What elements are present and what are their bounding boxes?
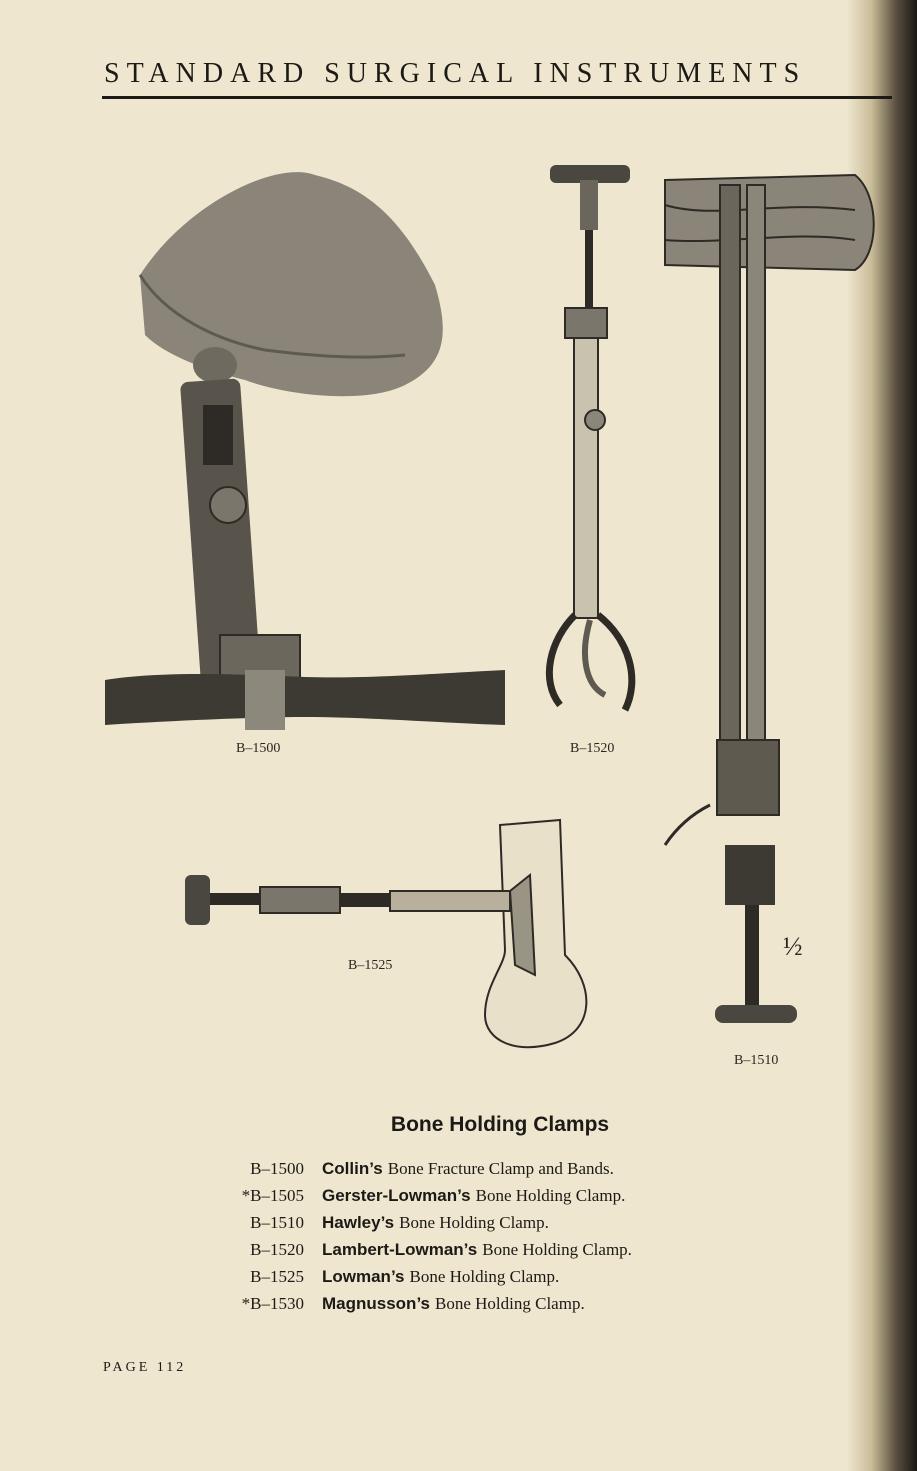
item-name: Hawley’s xyxy=(322,1213,395,1232)
item-desc: Bone Holding Clamp. xyxy=(399,1213,549,1232)
figure-label-b1500: B–1500 xyxy=(236,741,281,756)
item-code: *B–1530 xyxy=(241,1294,304,1313)
item-code: B–1520 xyxy=(250,1240,304,1259)
item-code: B–1525 xyxy=(250,1267,304,1286)
item-desc: Bone Holding Clamp. xyxy=(482,1240,632,1259)
section-title: Bone Holding Clamps xyxy=(390,1113,610,1136)
list-item xyxy=(200,1263,820,1290)
b1525-clamp-illustration xyxy=(175,815,595,1060)
list-item xyxy=(200,1290,820,1317)
b1520-clamp-illustration xyxy=(530,160,660,740)
item-desc: Bone Holding Clamp. xyxy=(475,1186,626,1205)
item-code: B–1500 xyxy=(250,1159,304,1178)
item-desc: Bone Fracture Clamp and Bands. xyxy=(387,1159,614,1178)
list-item xyxy=(200,1209,820,1236)
item-name: Magnusson’s xyxy=(322,1294,430,1313)
figure-label-b1510: B–1510 xyxy=(734,1053,779,1068)
item-name: Gerster-Lowman’s xyxy=(322,1186,471,1205)
item-name: Lambert-Lowman’s xyxy=(322,1240,478,1259)
figure-label-b1520: B–1520 xyxy=(570,741,615,756)
figure-label-b1525: B–1525 xyxy=(348,958,393,973)
item-code: *B–1505 xyxy=(241,1186,304,1205)
page-header: STANDARD SURGICAL INSTRUMENTS xyxy=(104,58,807,89)
scale-note: ½ xyxy=(783,932,803,961)
item-list xyxy=(200,1155,820,1317)
list-item xyxy=(200,1182,820,1209)
item-desc: Bone Holding Clamp. xyxy=(409,1267,560,1286)
item-desc: Bone Holding Clamp. xyxy=(435,1294,585,1313)
item-name: Lowman’s xyxy=(322,1267,405,1286)
b1500-clamp-illustration xyxy=(105,165,525,735)
item-name: Collin’s xyxy=(322,1159,383,1178)
list-item xyxy=(200,1155,820,1182)
header-rule xyxy=(102,96,892,99)
b1510-clamp-illustration xyxy=(655,165,885,1050)
item-code: B–1510 xyxy=(250,1213,304,1232)
list-item xyxy=(200,1236,820,1263)
page-number: PAGE 112 xyxy=(103,1360,187,1375)
